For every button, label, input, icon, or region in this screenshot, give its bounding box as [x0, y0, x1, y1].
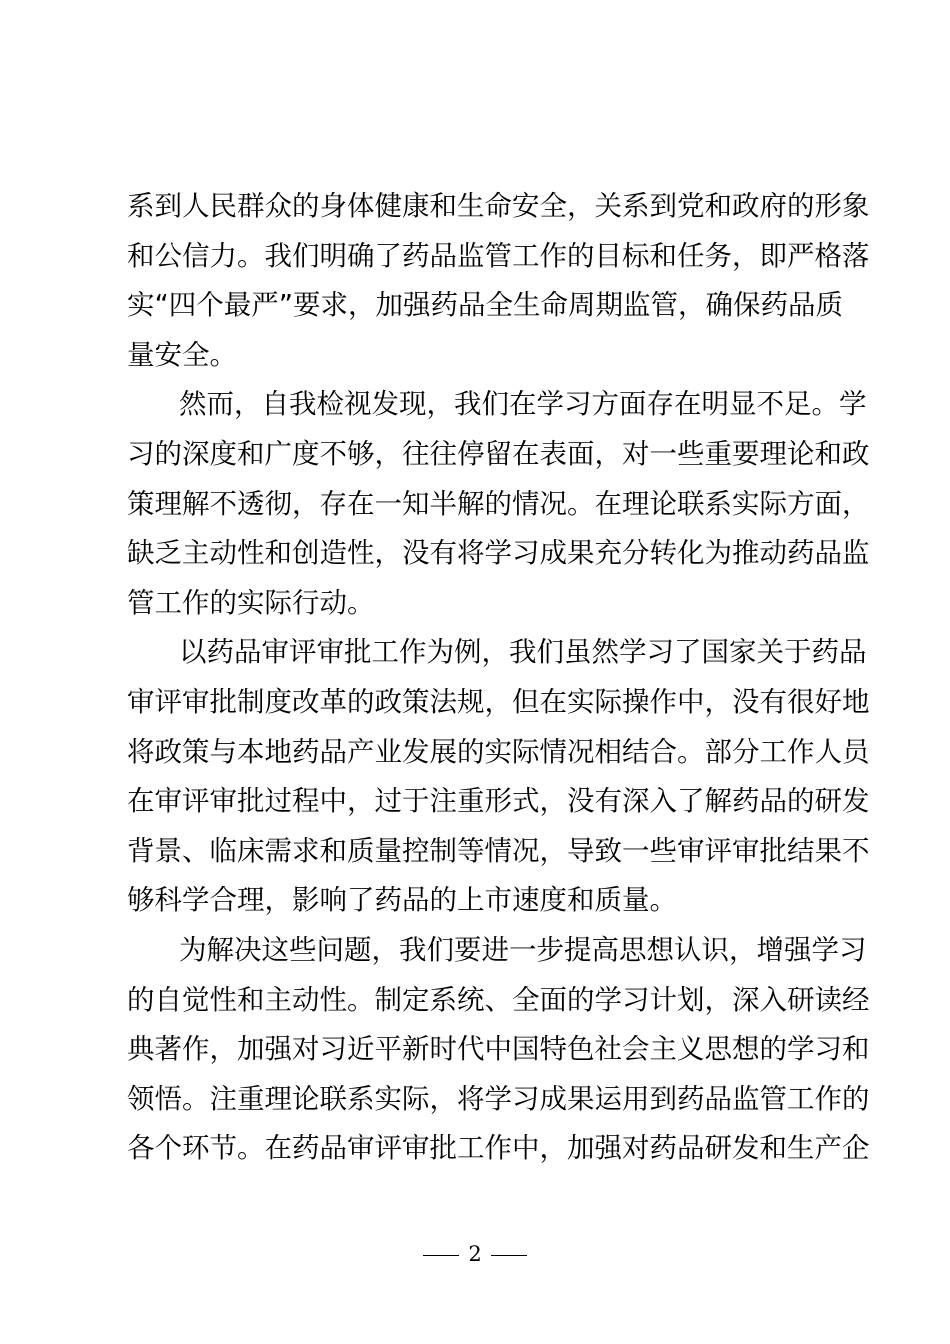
text-line: 将政策与本地药品产业发展的实际情况相结合。部分工作人员	[127, 735, 870, 768]
page-number: 2	[468, 1242, 482, 1266]
text-line: 管工作的实际行动。	[127, 586, 375, 619]
text-line: 典著作，加强对习近平新时代中国特色社会主义思想的学习和	[127, 1033, 870, 1066]
footer-dash-left	[423, 1255, 459, 1257]
text-line: 够科学合理，影响了药品的上市速度和质量。	[127, 884, 677, 917]
text-line: 量安全。	[127, 338, 237, 371]
paragraph-first-line: 为解决这些问题，我们要进一步提高思想认识，增强学习	[179, 933, 867, 966]
text-line: 系到人民群众的身体健康和生命安全，关系到党和政府的形象	[127, 190, 870, 222]
text-line: 和公信力。我们明确了药品监管工作的目标和任务，即严格落	[127, 239, 870, 272]
text-line: 缺乏主动性和创造性，没有将学习成果充分转化为推动药品监	[127, 537, 870, 570]
footer-dash-right	[491, 1255, 527, 1257]
text-line: 审评审批制度改革的政策法规，但在实际操作中，没有很好地	[127, 685, 870, 718]
text-line: 在审评审批过程中，过于注重形式，没有深入了解药品的研发	[127, 785, 870, 818]
page-footer	[0, 1240, 950, 1268]
text-line: 实“四个最严”要求，加强药品全生命周期监管，确保药品质	[127, 289, 843, 322]
text-line: 的自觉性和主动性。制定系统、全面的学习计划，深入研读经	[127, 983, 870, 1016]
body-text	[127, 182, 870, 1174]
paragraph-first-line: 然而，自我检视发现，我们在学习方面存在明显不足。学	[179, 388, 867, 421]
text-line: 习的深度和广度不够，往往停留在表面，对一些重要理论和政	[127, 437, 870, 470]
text-line: 策理解不透彻，存在一知半解的情况。在理论联系实际方面，	[127, 487, 870, 520]
text-line: 背景、临床需求和质量控制等情况，导致一些审评审批结果不	[127, 834, 870, 867]
paragraph-first-line: 以药品审评审批工作为例，我们虽然学习了国家关于药品	[179, 636, 867, 669]
text-line: 各个环节。在药品审评审批工作中，加强对药品研发和生产企	[127, 1132, 870, 1165]
text-line: 领悟。注重理论联系实际，将学习成果运用到药品监管工作的	[127, 1082, 870, 1115]
